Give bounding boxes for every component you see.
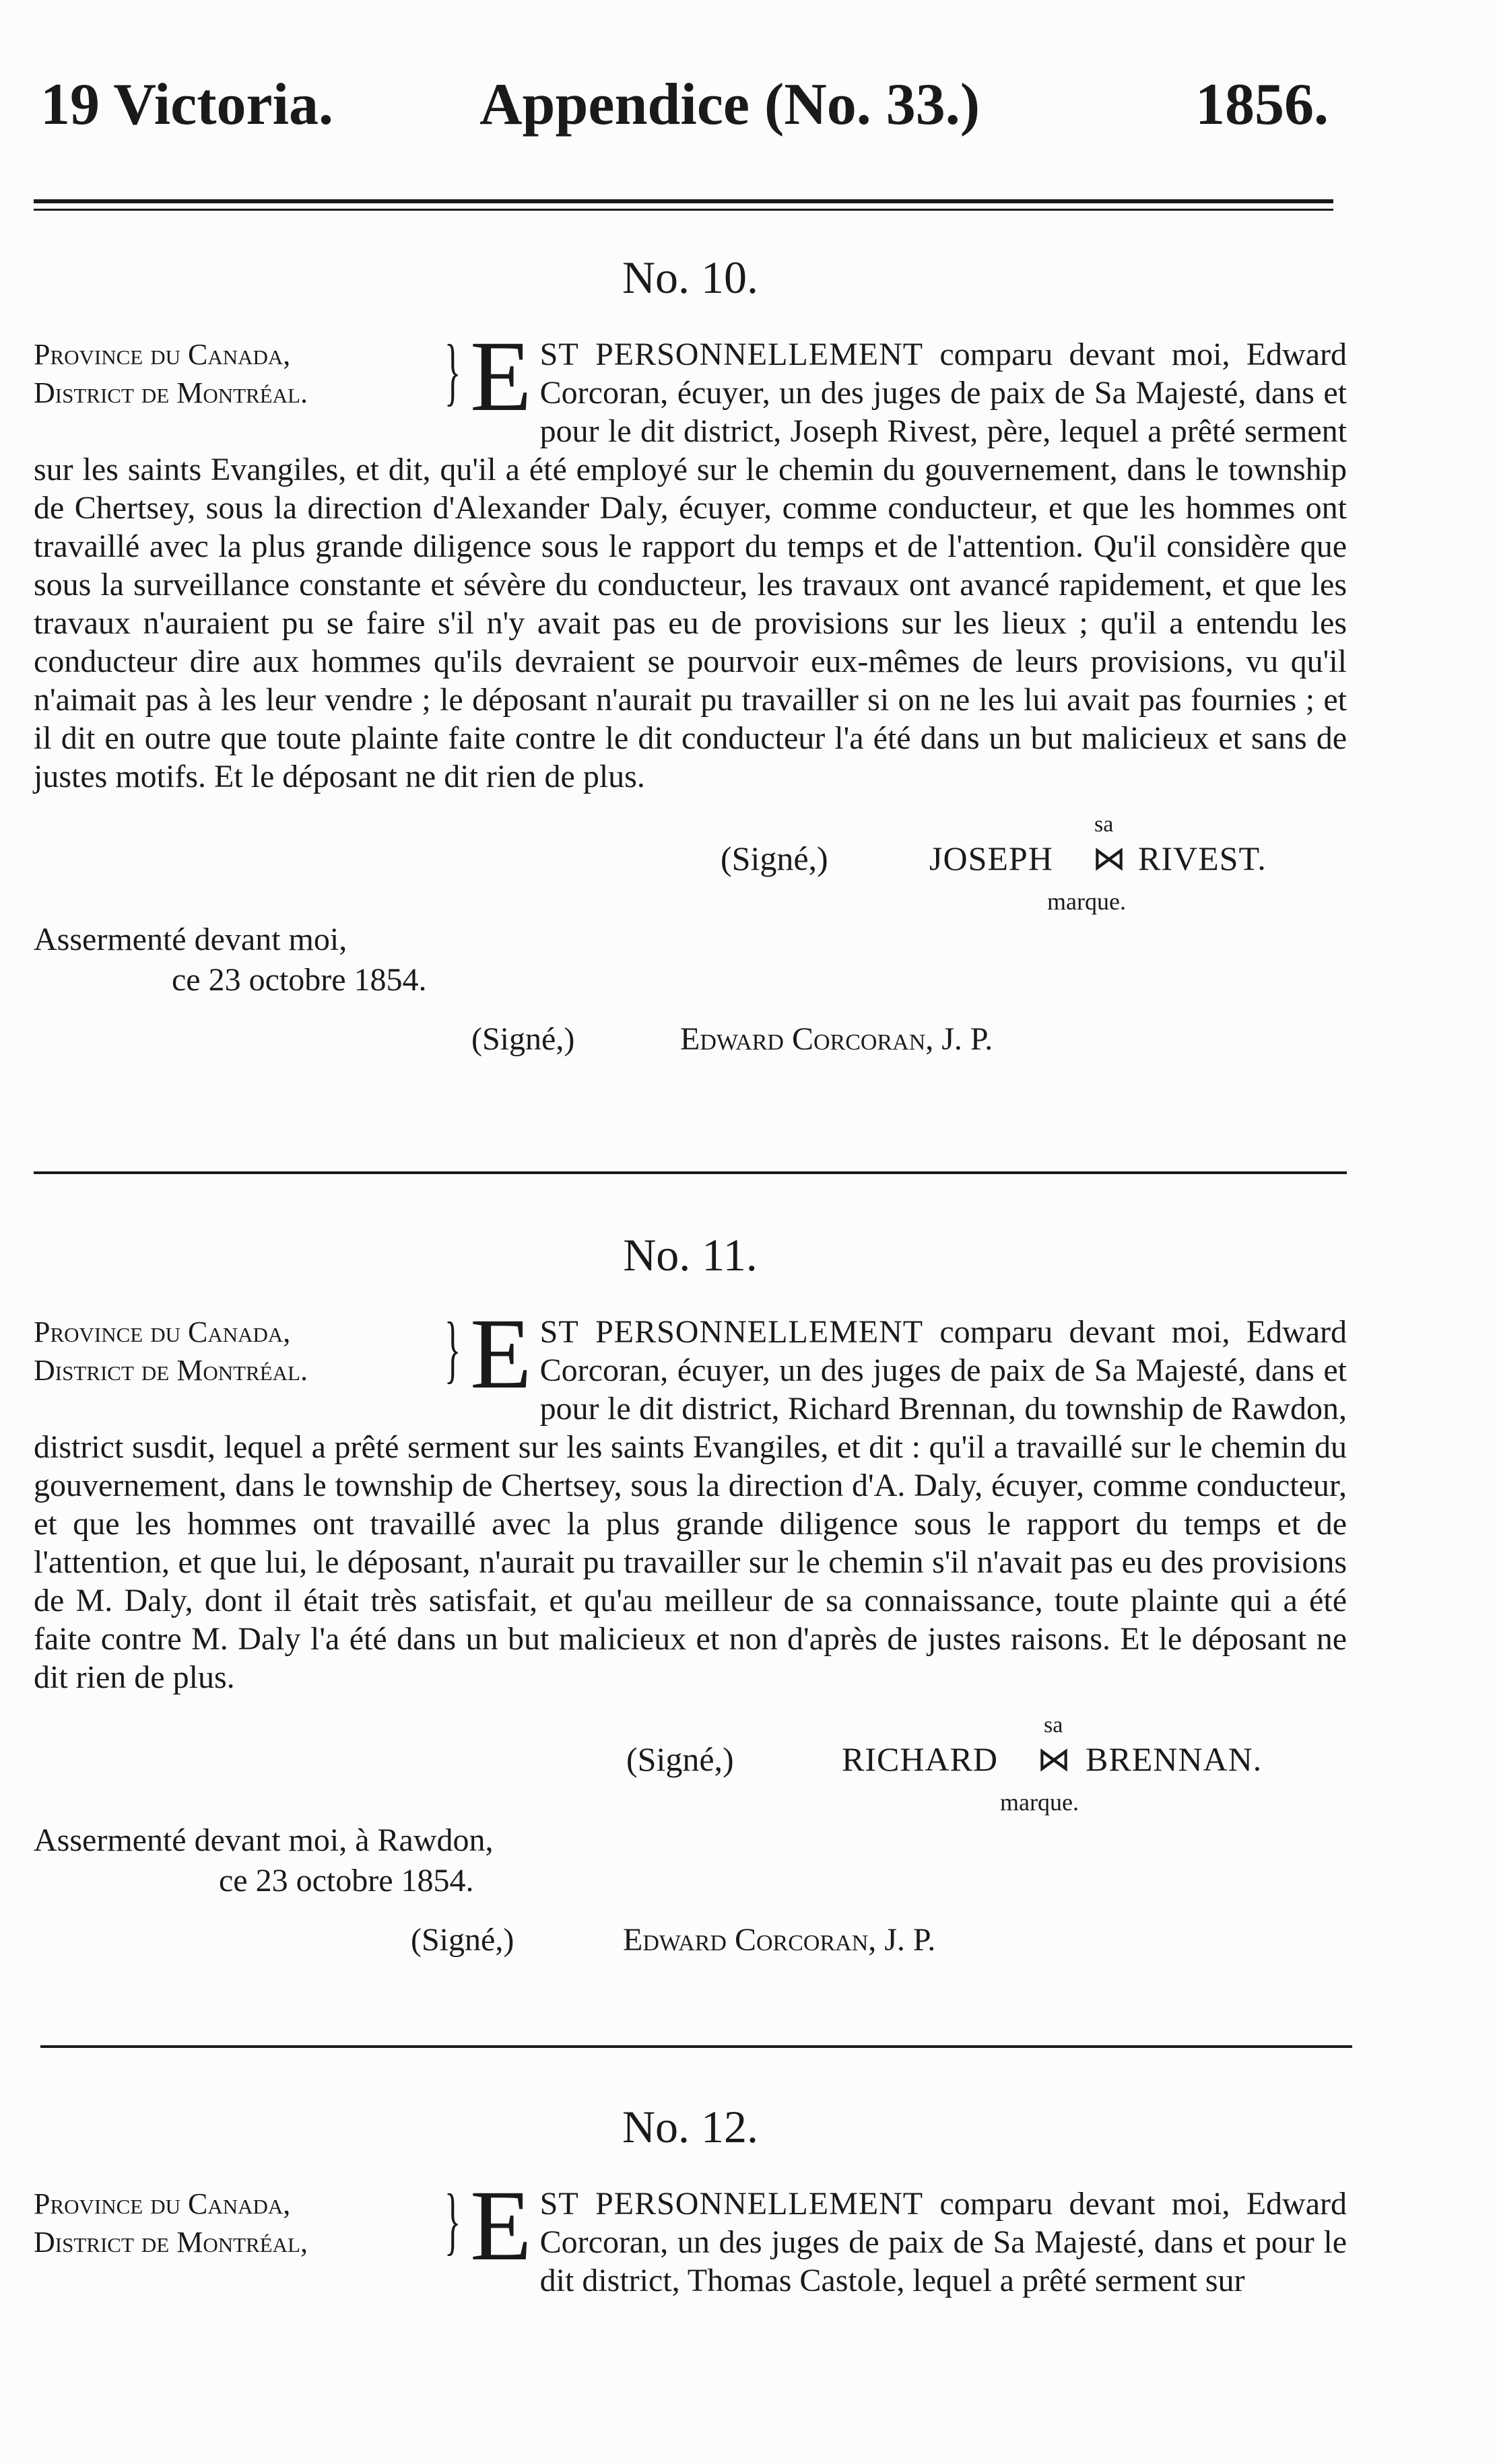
- section-title: No. 11.: [623, 1229, 758, 1280]
- section-title: No. 10.: [622, 252, 759, 303]
- mark-marque-label: marque.: [1000, 1789, 1079, 1816]
- drop-cap: E: [470, 2170, 532, 2282]
- justice-name: Edward Corcoran, J. P.: [680, 1021, 993, 1057]
- deponent-first-name: RICHARD: [842, 1740, 999, 1778]
- cross-mark-icon: ⋈: [1037, 1740, 1071, 1778]
- signed-label: (Signé,): [626, 1740, 734, 1778]
- header-rule-thick: [34, 199, 1333, 203]
- sworn-line-1: Assermenté devant moi, à Rawdon,: [34, 1822, 494, 1858]
- deposition-no-12: [34, 2101, 1347, 2300]
- deposition-body: comparu devant moi, Edward Corcoran, un des juges de paix de Sa Majesté, dans et pour le dit district, Thomas Castole, lequel a prêté serment sur: [539, 2186, 1347, 2298]
- sworn-line-1: Assermenté devant moi,: [34, 922, 347, 957]
- sworn-line-2: ce 23 octobre 1854.: [219, 1863, 474, 1898]
- deponent-first-name: JOSEPH: [929, 840, 1053, 877]
- mark-sa-label: sa: [1094, 812, 1114, 837]
- deposition-body: comparu devant moi, Edward Corcoran, écuyer, un des juges de paix de Sa Majesté, dans et pour le dit district, Richard Brennan, du township de Rawdon, district susdit, lequel a prêté serment sur les saints Evangiles, et dit : qu'il a travaillé sur le chemin du gouvernement, dans le township de Chertsey, sous la direction d'A. Daly, écuyer, comme conducteur, et que les hommes ont travaillé avec la plus grande diligence sous le rapport du temps et de l'attention, et que lui, le déposant, n'aurait pu travailler sur le chemin s'il n'avait pas eu des provisions de M. Daly, dont il était très satisfait, et qu'au meilleur de sa connaissance, toute plainte qui a été faite contre M. Daly l'a été dans un but malicieux et non d'après de justes raisons. Et le déposant ne dit rien de plus.: [34, 1314, 1347, 1695]
- sworn-statement: [34, 920, 1347, 1000]
- signed-label: (Signé,): [721, 840, 828, 877]
- section-title: No. 12.: [622, 2101, 759, 2152]
- lead-words: ST PERSONNELLEMENT: [539, 1314, 924, 1350]
- district-line: District de Montréal.: [34, 376, 308, 409]
- official-signed-label: (Signé,): [471, 1021, 575, 1057]
- deponent-signature: [34, 1713, 1347, 1820]
- deposition-text: [34, 1298, 1347, 1697]
- brace-glyph: }: [444, 2179, 461, 2263]
- deponent-signature: [34, 812, 1347, 920]
- province-line: Province du Canada,: [34, 338, 291, 371]
- province-line: Province du Canada,: [34, 1315, 291, 1348]
- jurisdiction-heading: [34, 330, 465, 413]
- header-regnal-year: 19 Victoria.: [40, 72, 334, 137]
- brace-glyph: }: [444, 1307, 461, 1391]
- header-rule-thin: [34, 209, 1333, 211]
- drop-cap: E: [470, 320, 532, 432]
- deposition-text: [34, 320, 1347, 796]
- deposition-no-10: [34, 254, 1347, 1068]
- jurisdiction-heading: [34, 2179, 465, 2263]
- drop-cap: E: [470, 1298, 532, 1410]
- mark-sa-label: sa: [1044, 1713, 1063, 1738]
- official-signed-label: (Signé,): [411, 1922, 514, 1958]
- header-year: 1856.: [1195, 72, 1329, 137]
- jurisdiction-heading: [34, 1307, 465, 1391]
- lead-words: ST PERSONNELLEMENT: [539, 2186, 924, 2222]
- sworn-line-2: ce 23 octobre 1854.: [172, 962, 427, 998]
- justice-signature: [34, 1021, 1347, 1068]
- brace-glyph: }: [444, 330, 461, 413]
- deponent-last-name: BRENNAN.: [1086, 1740, 1263, 1778]
- lead-words: ST PERSONNELLEMENT: [539, 337, 924, 372]
- district-line: District de Montréal.: [34, 1354, 308, 1387]
- district-line: District de Montréal,: [34, 2226, 308, 2259]
- justice-name: Edward Corcoran, J. P.: [623, 1922, 936, 1958]
- deposition-text: [34, 2170, 1347, 2300]
- sworn-statement: [34, 1820, 1347, 1901]
- section-divider: [34, 1171, 1347, 1174]
- header-appendix: Appendice (No. 33.): [479, 72, 980, 137]
- section-divider: [40, 2045, 1352, 2048]
- province-line: Province du Canada,: [34, 2187, 291, 2220]
- deponent-last-name: RIVEST.: [1138, 840, 1267, 877]
- justice-signature: [34, 1921, 1347, 1969]
- mark-marque-label: marque.: [1047, 888, 1126, 915]
- deposition-no-11: [34, 1229, 1347, 1969]
- deposition-body: comparu devant moi, Edward Corcoran, écuyer, un des juges de paix de Sa Majesté, dans et pour le dit district, Joseph Rivest, père, lequel a prêté serment sur les saints Evangiles, et dit, qu'il a été employé sur le chemin du gouvernement, dans le township de Chertsey, sous la direction d'Alexander Daly, écuyer, comme conducteur, et que les hommes ont travaillé avec la plus grande diligence sous le rapport du temps et de l'attention. Qu'il considère que sous la surveillance constante et sévère du conducteur, les travaux ont avancé rapidement, et que les travaux n'auraient pu se faire s'il n'y avait pas eu de provisions sur les lieux ; qu'il a entendu les conducteur dire aux hommes qu'ils devraient se pourvoir eux-mêmes de leurs provisions, vu qu'il n'aimait pas à les leur vendre ; le déposant n'aurait pu travailler si on ne les lui avait pas fournies ; et il dit en outre que toute plainte faite contre le dit conducteur l'a été dans un but malicieux et sans de justes motifs. Et le déposant ne dit rien de plus.: [34, 337, 1347, 794]
- cross-mark-icon: ⋈: [1092, 840, 1127, 877]
